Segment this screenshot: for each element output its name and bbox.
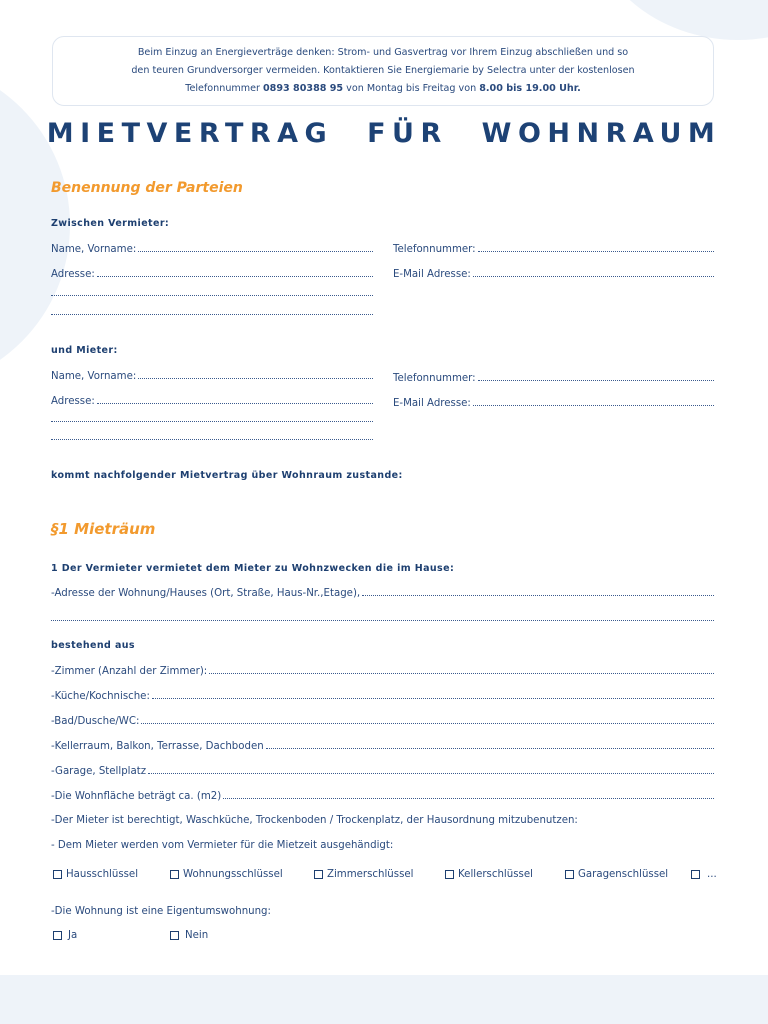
checkbox-square-icon (170, 870, 179, 879)
checkbox-condo-no[interactable] (170, 930, 208, 941)
notice-line: den teuren Grundversorger vermeiden. Kontaktieren Sie Energiemarie by Selectra unter der kostenlosen (131, 65, 635, 76)
energy-notice-box (52, 36, 714, 106)
fill-line[interactable] (51, 295, 373, 296)
shared-use-text: -Der Mieter ist berechtigt, Waschküche, Trockenboden / Trockenplatz, der Hausordnung mitzubenutzen: (51, 815, 578, 826)
checkbox-square-icon (53, 931, 62, 940)
checkbox-square-icon (445, 870, 454, 879)
checkbox-house-key[interactable] (53, 869, 138, 880)
consisting-of-label: bestehend aus (51, 640, 135, 651)
fill-line (362, 587, 714, 596)
checkbox-square-icon (691, 870, 700, 879)
document-title: MIETVERTRAG FÜR WOHNRAUM (46, 118, 722, 149)
checkbox-garage-key[interactable] (565, 869, 668, 880)
fill-line[interactable] (51, 314, 373, 315)
field-label: Telefonnummer: (393, 244, 476, 255)
tenant-name-field[interactable] (51, 370, 373, 382)
cellar-field[interactable] (51, 740, 714, 752)
field-label: Adresse: (51, 396, 95, 407)
checkbox-other-key[interactable] (691, 869, 717, 880)
tenant-address-field[interactable] (51, 395, 373, 407)
checkbox-apartment-key[interactable] (170, 869, 283, 880)
fill-line (266, 740, 714, 749)
fill-line (478, 372, 714, 381)
bath-field[interactable] (51, 715, 714, 727)
background-shape (588, 0, 768, 40)
checkbox-label: Kellerschlüssel (458, 869, 533, 880)
checkbox-label: ... (707, 869, 717, 880)
landlord-email-field[interactable] (393, 268, 714, 280)
section-heading-parties: Benennung der Parteien (51, 180, 243, 196)
fill-line (138, 243, 373, 252)
checkbox-label: Ja (68, 930, 78, 941)
fill-line (97, 268, 373, 277)
field-label: Telefonnummer: (393, 373, 476, 384)
landlord-address-field[interactable] (51, 268, 373, 280)
fill-line (141, 715, 714, 724)
field-label: -Zimmer (Anzahl der Zimmer): (51, 666, 208, 677)
fill-line (209, 665, 714, 674)
tenant-label: und Mieter: (51, 345, 118, 356)
checkbox-label: Garagenschlüssel (578, 869, 669, 880)
fill-line (97, 395, 373, 404)
fill-line (473, 268, 714, 277)
fill-line[interactable] (51, 421, 373, 422)
landlord-label: Zwischen Vermieter: (51, 218, 170, 229)
field-label: Adresse: (51, 269, 95, 280)
notice-line (53, 80, 713, 98)
checkbox-square-icon (53, 870, 62, 879)
tenant-phone-field[interactable] (393, 372, 714, 384)
checkbox-square-icon (170, 931, 179, 940)
field-label: -Adresse der Wohnung/Hauses (Ort, Straße, Haus-Nr.,Etage), (51, 588, 361, 599)
fill-line (152, 690, 714, 699)
field-label: -Kellerraum, Balkon, Terrasse, Dachboden (51, 741, 264, 752)
fill-line (478, 243, 714, 252)
garage-field[interactable] (51, 765, 714, 777)
fill-line (148, 765, 714, 774)
checkbox-square-icon (565, 870, 574, 879)
notice-text: von Montag bis Freitag von (343, 83, 480, 94)
checkbox-label: Nein (185, 930, 209, 941)
keys-intro-text: - Dem Mieter werden vom Vermieter für die Mietzeit ausgehändigt: (51, 840, 394, 851)
apartment-address-field[interactable] (51, 587, 714, 599)
checkbox-label: Wohnungsschlüssel (183, 869, 283, 880)
living-area-field[interactable] (51, 790, 714, 802)
rooms-intro: 1 Der Vermieter vermietet dem Mieter zu Wohnzwecken die im Hause: (51, 563, 455, 574)
notice-phone: 0893 80388 95 (263, 83, 344, 94)
contract-closing-text: kommt nachfolgender Mietvertrag über Wohnraum zustande: (51, 470, 403, 481)
checkbox-room-key[interactable] (314, 869, 413, 880)
checkbox-cellar-key[interactable] (445, 869, 533, 880)
fill-line[interactable] (51, 439, 373, 440)
landlord-phone-field[interactable] (393, 243, 714, 255)
field-label: E-Mail Adresse: (393, 269, 471, 280)
checkbox-condo-yes[interactable] (53, 930, 77, 941)
rooms-count-field[interactable] (51, 665, 714, 677)
fill-line (138, 370, 373, 379)
field-label: Name, Vorname: (51, 244, 137, 255)
field-label: -Garage, Stellplatz (51, 766, 147, 777)
landlord-name-field[interactable] (51, 243, 373, 255)
field-label: Name, Vorname: (51, 371, 137, 382)
field-label: E-Mail Adresse: (393, 398, 471, 409)
field-label: -Die Wohnfläche beträgt ca. (m2) (51, 791, 222, 802)
kitchen-field[interactable] (51, 690, 714, 702)
checkbox-label: Hausschlüssel (66, 869, 139, 880)
field-label: -Küche/Kochnische: (51, 691, 150, 702)
fill-line (223, 790, 714, 799)
notice-line: Beim Einzug an Energieverträge denken: Strom- und Gasvertrag vor Ihrem Einzug abschließen und so (137, 47, 629, 58)
section-heading-rooms: §1 Mieträum (51, 520, 156, 538)
fill-line (473, 397, 714, 406)
tenant-email-field[interactable] (393, 397, 714, 409)
notice-text: Telefonnummer (185, 83, 263, 94)
fill-line[interactable] (51, 620, 714, 621)
condo-question: -Die Wohnung ist eine Eigentumswohnung: (51, 906, 271, 917)
checkbox-label: Zimmerschlüssel (327, 869, 414, 880)
checkbox-square-icon (314, 870, 323, 879)
notice-hours: 8.00 bis 19.00 Uhr. (479, 83, 581, 94)
field-label: -Bad/Dusche/WC: (51, 716, 140, 727)
